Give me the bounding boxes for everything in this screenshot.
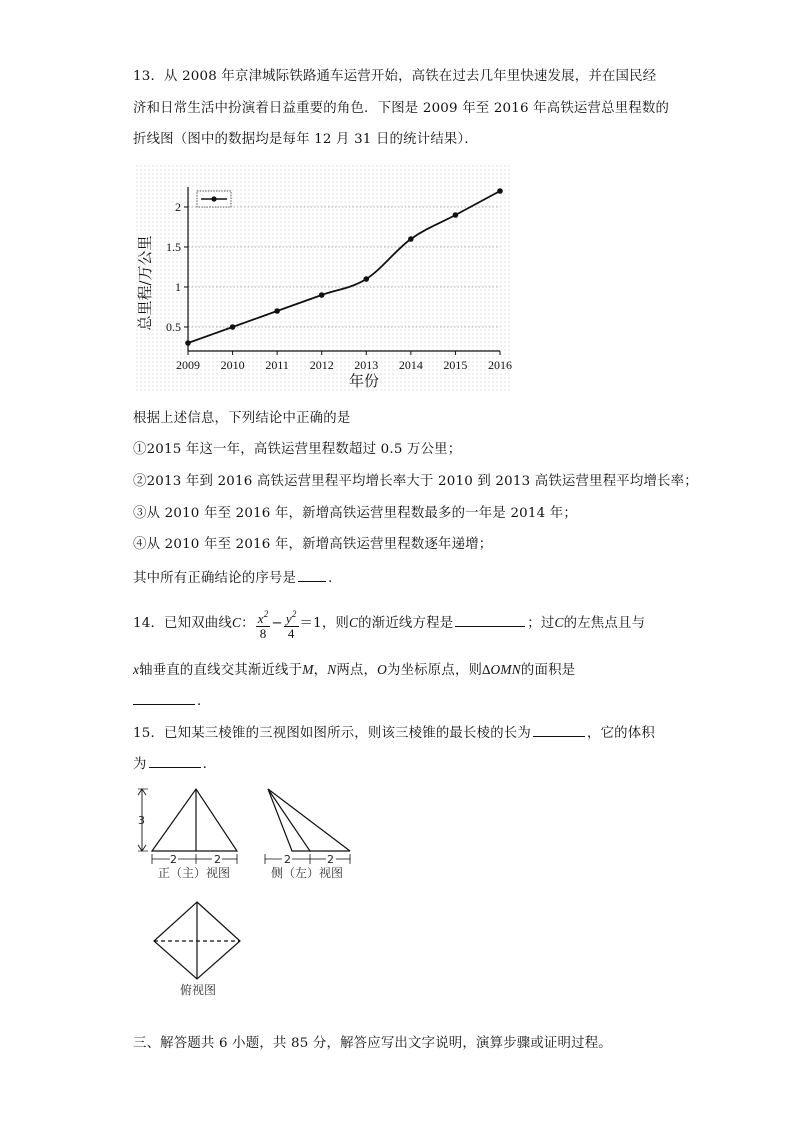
side-left-width: 2 xyxy=(284,853,291,866)
q14-x-axis: x xyxy=(133,662,140,677)
x-tick-label: 2010 xyxy=(220,358,245,372)
q13-answer-end: ． xyxy=(328,571,342,586)
data-point xyxy=(185,340,191,346)
q14-minus: − xyxy=(271,616,283,631)
q14-curve-name: C xyxy=(231,615,242,630)
section-3-heading: 三、解答题共 6 小题，共 85 分，解答应写出文字说明，演算步骤或证明过程。 xyxy=(133,1036,612,1051)
q14-point-n: N xyxy=(327,662,337,677)
x-tick-label: 2011 xyxy=(265,358,289,372)
q14-line1-end: 的左焦点且与 xyxy=(563,616,646,631)
three-views-svg xyxy=(130,780,370,1000)
x-tick-label: 2009 xyxy=(176,358,200,372)
front-view-label: 正（主）视图 xyxy=(158,866,231,880)
q15-line2 xyxy=(133,753,216,775)
top-view xyxy=(154,902,240,979)
side-view-label: 侧（左）视图 xyxy=(271,866,344,880)
q14-line2-c: 为坐标原点，则 xyxy=(387,663,483,678)
data-point xyxy=(497,188,503,194)
q13-line1: 13．从 2008 年京津城际铁路通车运营开始，高铁在过去几年里快速发展，并在国民经 xyxy=(133,69,657,84)
q13-option-2: ②2013 年到 2016 高铁运营里程平均增长率大于 2010 到 2013 高铁运营里程平均增长率； xyxy=(133,474,698,489)
q14-asymptote-blank[interactable] xyxy=(455,612,525,627)
q14-fraction-x: $\frac{x^2}{8}$ xyxy=(257,608,269,641)
q13-option-4: ④从 2010 年至 2016 年，新增高铁运营里程数逐年递增； xyxy=(133,537,493,552)
front-left-width: 2 xyxy=(170,853,177,866)
q14-curve-name-3: C xyxy=(554,615,564,630)
x-axis-title: 年份 xyxy=(348,372,380,390)
q14-comma: ， xyxy=(313,663,328,678)
q13-answer-prompt: 其中所有正确结论的序号是 xyxy=(133,571,297,586)
y-tick-label: 0.5 xyxy=(166,320,181,334)
top-view-label: 俯视图 xyxy=(180,983,217,997)
q14-origin: O xyxy=(377,662,387,677)
data-point xyxy=(230,324,236,330)
q14-colon: ： xyxy=(241,616,255,631)
q13-answer-line xyxy=(133,567,342,589)
chart-svg xyxy=(136,165,512,391)
q13-option-1: ①2015 年这一年，高铁运营里程数超过 0.5 万公里； xyxy=(133,442,462,457)
x-tick-label: 2016 xyxy=(488,358,512,372)
three-views-figure xyxy=(130,780,370,1000)
q14-line1 xyxy=(133,606,645,641)
q14-line3 xyxy=(133,690,211,712)
data-point xyxy=(319,292,325,298)
q13-line3: 折线图（图中的数据均是每年 12 月 31 日的统计结果）． xyxy=(133,132,478,147)
chart-legend xyxy=(197,191,231,207)
q14-equals: ＝1，则 xyxy=(299,616,350,631)
side-right-width: 2 xyxy=(327,853,334,866)
q14-area-blank[interactable] xyxy=(133,690,195,705)
q13-question: 根据上述信息，下列结论中正确的是 xyxy=(133,411,351,426)
q13-option-3: ③从 2010 年至 2016 年，新增高铁运营里程数最多的一年是 2014 年； xyxy=(133,506,577,521)
q15-line1 xyxy=(133,722,655,744)
data-point xyxy=(408,236,414,242)
q15-line2-text: 为 xyxy=(133,757,147,772)
height-label: 3 xyxy=(138,814,145,827)
q14-prefix: 14．已知双曲线 xyxy=(133,616,232,631)
q15-volume-blank[interactable] xyxy=(149,753,201,768)
front-right-width: 2 xyxy=(214,853,221,866)
front-view xyxy=(138,789,237,864)
y-tick-label: 1 xyxy=(175,280,181,294)
q15-line2-end: ． xyxy=(202,757,217,772)
y-tick-label: 2 xyxy=(175,200,181,214)
y-tick-label: 1.5 xyxy=(166,240,181,254)
q14-line3-end: ． xyxy=(197,694,211,709)
q13-answer-blank[interactable] xyxy=(298,567,326,582)
q14-point-m: M xyxy=(302,662,314,677)
q14-after-blank: ；过 xyxy=(527,616,555,631)
x-tick-label: 2013 xyxy=(354,358,379,372)
mileage-line-chart xyxy=(136,165,512,391)
x-tick-label: 2015 xyxy=(443,358,468,372)
q14-triangle: ∆OMN xyxy=(482,662,521,677)
x-tick-label: 2014 xyxy=(398,358,423,372)
q14-curve-name-2: C xyxy=(349,615,359,630)
side-view xyxy=(265,789,350,864)
q14-line2-d: 的面积是 xyxy=(520,663,576,678)
y-axis-title: 总里程/万公里 xyxy=(136,235,154,331)
q14-mid: 的渐近线方程是 xyxy=(358,616,454,631)
q14-line2-a: 轴垂直的直线交其渐近线于 xyxy=(139,663,303,678)
data-point xyxy=(363,276,369,282)
q14-line2-b: 两点， xyxy=(336,663,378,678)
data-point xyxy=(274,308,280,314)
data-point xyxy=(453,212,459,218)
x-tick-label: 2012 xyxy=(309,358,334,372)
q13-line2: 济和日常生活中扮演着日益重要的角色．下图是 2009 年至 2016 年高铁运营总里程数的 xyxy=(133,101,670,116)
q15-line1-text: 15．已知某三棱锥的三视图如图所示，则该三棱锥的最长棱的长为 xyxy=(133,726,531,741)
q14-fraction-y: $\frac{y^2}{4}$ xyxy=(285,608,297,641)
q14-line2 xyxy=(133,660,575,681)
q15-edge-blank[interactable] xyxy=(533,722,585,737)
q15-line1-end: ，它的体积 xyxy=(586,726,655,741)
